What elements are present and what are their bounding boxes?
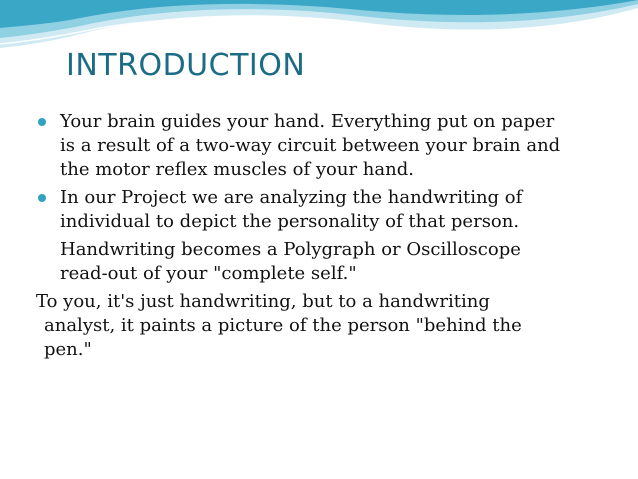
closing-line-3: pen." <box>44 339 92 360</box>
closing-line-2: analyst, it paints a picture of the person "behind the <box>44 315 522 336</box>
slide-body <box>36 110 596 366</box>
bullet-1-line-1: Your brain guides your hand. Everything put on paper <box>60 111 555 132</box>
bullet-item-1 <box>36 110 596 182</box>
bullet-icon <box>38 118 46 126</box>
bullet-2-line-2: individual to depict the personality of that person. <box>60 211 520 232</box>
bullet-item-2 <box>36 186 596 234</box>
closing-line-1: To you, it's just handwriting, but to a handwriting <box>36 291 490 312</box>
closing-paragraph <box>36 290 596 362</box>
continuation-line-2: read-out of your "complete self." <box>60 263 357 284</box>
bullet-1-line-3: the motor reflex muscles of your hand. <box>60 159 414 180</box>
bullet-2-line-1: In our Project we are analyzing the handwriting of <box>60 187 523 208</box>
slide-title: INTRODUCTION <box>66 48 306 83</box>
bullet-icon <box>38 194 46 202</box>
continuation-paragraph <box>36 238 596 286</box>
bullet-1-line-2: is a result of a two-way circuit between your brain and <box>60 135 561 156</box>
continuation-line-1: Handwriting becomes a Polygraph or Oscilloscope <box>60 239 521 260</box>
